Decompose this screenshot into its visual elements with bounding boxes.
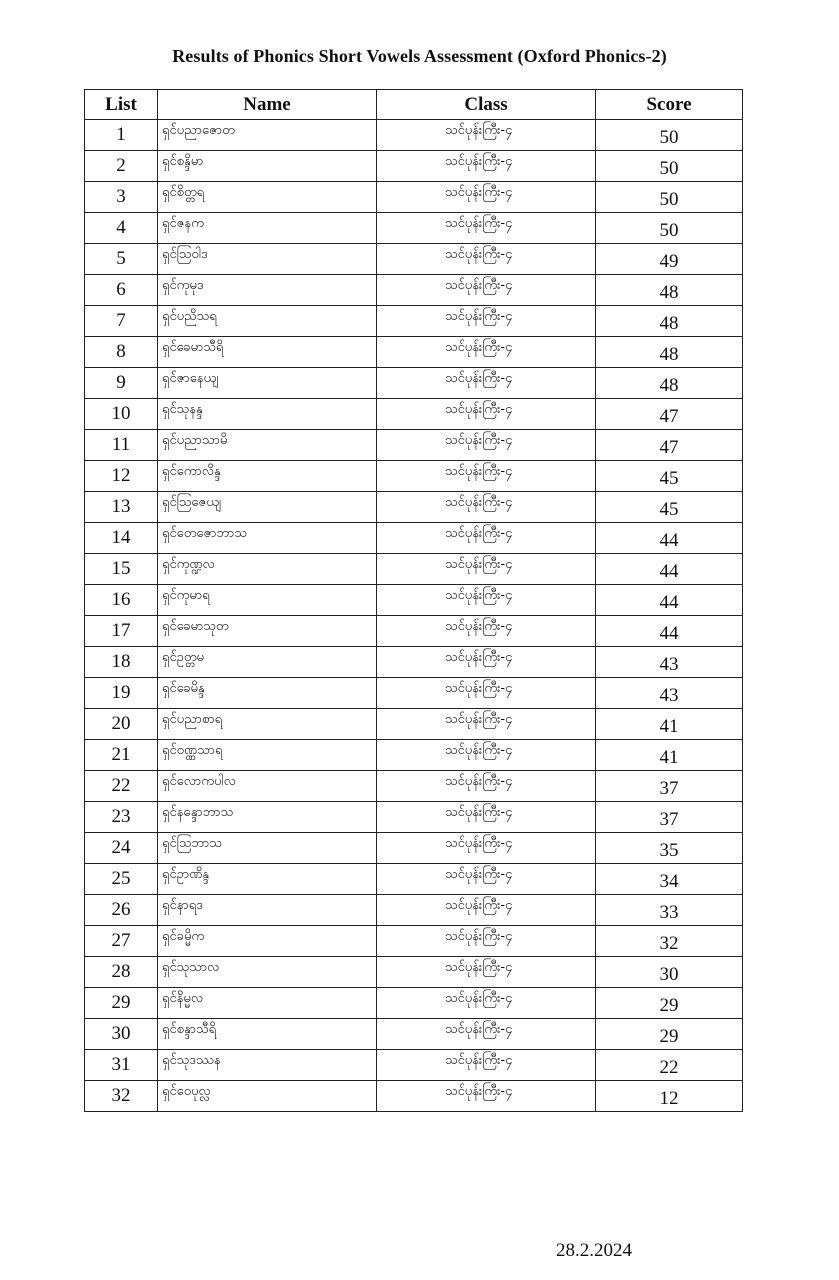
table-header-row [85, 90, 743, 120]
table-row [85, 244, 743, 275]
score-cell: 43 [596, 678, 743, 709]
table-row [85, 802, 743, 833]
list-number-cell: 1 [85, 120, 158, 151]
list-number-cell: 23 [85, 802, 158, 833]
class-cell: သင်ပုန်းကြီး-၄ [377, 740, 596, 771]
list-number-cell: 4 [85, 213, 158, 244]
column-header-class: Class [377, 90, 596, 120]
class-cell: သင်ပုန်းကြီး-၄ [377, 895, 596, 926]
name-cell: ရှင်သုဒဿန [158, 1050, 377, 1081]
list-number-cell: 5 [85, 244, 158, 275]
class-cell: သင်ပုန်းကြီး-၄ [377, 926, 596, 957]
list-number-cell: 21 [85, 740, 158, 771]
list-number-cell: 2 [85, 151, 158, 182]
name-cell: ရှင်ကောလိန္ဒ [158, 461, 377, 492]
table-row [85, 120, 743, 151]
name-cell: ရှင်ပညာစာရ [158, 709, 377, 740]
score-cell: 45 [596, 461, 743, 492]
table-row [85, 1081, 743, 1112]
table-row [85, 337, 743, 368]
class-cell: သင်ပုန်းကြီး-၄ [377, 306, 596, 337]
score-cell: 43 [596, 647, 743, 678]
score-cell: 48 [596, 368, 743, 399]
score-cell: 44 [596, 585, 743, 616]
name-cell: ရှင်စန္ဒိမာ [158, 151, 377, 182]
class-cell: သင်ပုန်းကြီး-၄ [377, 864, 596, 895]
class-cell: သင်ပုန်းကြီး-၄ [377, 833, 596, 864]
name-cell: ရှင်နိမ္မလ [158, 988, 377, 1019]
list-number-cell: 26 [85, 895, 158, 926]
score-cell: 33 [596, 895, 743, 926]
list-number-cell: 28 [85, 957, 158, 988]
document-date: 28.2.2024 [556, 1240, 632, 1261]
name-cell: ရှင်ဥာဏိန္ဒ [158, 864, 377, 895]
name-cell: ရှင်ဝေပုလ္လ [158, 1081, 377, 1112]
score-cell: 41 [596, 709, 743, 740]
list-number-cell: 31 [85, 1050, 158, 1081]
name-cell: ရှင်ခမ္မိက [158, 926, 377, 957]
column-header-list: List [85, 90, 158, 120]
list-number-cell: 10 [85, 399, 158, 430]
score-cell: 50 [596, 120, 743, 151]
list-number-cell: 11 [85, 430, 158, 461]
table-row [85, 740, 743, 771]
score-cell: 34 [596, 864, 743, 895]
class-cell: သင်ပုန်းကြီး-၄ [377, 492, 596, 523]
name-cell: ရှင်ပညာသာမိ [158, 430, 377, 461]
table-row [85, 430, 743, 461]
table-row [85, 523, 743, 554]
table-row [85, 988, 743, 1019]
list-number-cell: 9 [85, 368, 158, 399]
table-row [85, 182, 743, 213]
list-number-cell: 17 [85, 616, 158, 647]
table-row [85, 616, 743, 647]
score-cell: 30 [596, 957, 743, 988]
list-number-cell: 20 [85, 709, 158, 740]
score-cell: 12 [596, 1081, 743, 1112]
list-number-cell: 3 [85, 182, 158, 213]
class-cell: သင်ပုန်းကြီး-၄ [377, 554, 596, 585]
list-number-cell: 12 [85, 461, 158, 492]
name-cell: ရှင်လောကပါလ [158, 771, 377, 802]
class-cell: သင်ပုန်းကြီး-၄ [377, 337, 596, 368]
score-cell: 45 [596, 492, 743, 523]
score-cell: 29 [596, 1019, 743, 1050]
name-cell: ရှင်နာရဒ [158, 895, 377, 926]
table-row [85, 709, 743, 740]
name-cell: ရှင်သုနန္ဒ [158, 399, 377, 430]
table-row [85, 833, 743, 864]
class-cell: သင်ပုန်းကြီး-၄ [377, 988, 596, 1019]
class-cell: သင်ပုန်းကြီး-၄ [377, 368, 596, 399]
list-number-cell: 32 [85, 1081, 158, 1112]
table-row [85, 461, 743, 492]
list-number-cell: 8 [85, 337, 158, 368]
name-cell: ရှင်ခေမာသီရိ [158, 337, 377, 368]
score-cell: 41 [596, 740, 743, 771]
list-number-cell: 30 [85, 1019, 158, 1050]
class-cell: သင်ပုန်းကြီး-၄ [377, 461, 596, 492]
list-number-cell: 27 [85, 926, 158, 957]
table-row [85, 647, 743, 678]
list-number-cell: 15 [85, 554, 158, 585]
score-cell: 37 [596, 802, 743, 833]
class-cell: သင်ပုန်းကြီး-၄ [377, 802, 596, 833]
list-number-cell: 13 [85, 492, 158, 523]
list-number-cell: 14 [85, 523, 158, 554]
score-cell: 44 [596, 523, 743, 554]
class-cell: သင်ပုန်းကြီး-၄ [377, 957, 596, 988]
list-number-cell: 29 [85, 988, 158, 1019]
class-cell: သင်ပုန်းကြီး-၄ [377, 399, 596, 430]
score-cell: 37 [596, 771, 743, 802]
class-cell: သင်ပုန်းကြီး-၄ [377, 275, 596, 306]
score-cell: 32 [596, 926, 743, 957]
class-cell: သင်ပုန်းကြီး-၄ [377, 647, 596, 678]
class-cell: သင်ပုန်းကြီး-၄ [377, 771, 596, 802]
score-cell: 47 [596, 399, 743, 430]
table-row [85, 306, 743, 337]
name-cell: ရှင်ခေမာသုတ [158, 616, 377, 647]
table-row [85, 1019, 743, 1050]
score-cell: 50 [596, 151, 743, 182]
list-number-cell: 22 [85, 771, 158, 802]
class-cell: သင်ပုန်းကြီး-၄ [377, 1081, 596, 1112]
class-cell: သင်ပုန်းကြီး-၄ [377, 1050, 596, 1081]
name-cell: ရှင်ဩဘာသ [158, 833, 377, 864]
list-number-cell: 6 [85, 275, 158, 306]
score-cell: 35 [596, 833, 743, 864]
score-cell: 22 [596, 1050, 743, 1081]
score-cell: 47 [596, 430, 743, 461]
score-cell: 48 [596, 275, 743, 306]
table-row [85, 492, 743, 523]
class-cell: သင်ပုန်းကြီး-၄ [377, 709, 596, 740]
name-cell: ရှင်နန္ဒောဘာသ [158, 802, 377, 833]
table-row [85, 585, 743, 616]
score-cell: 48 [596, 337, 743, 368]
name-cell: ရှင်ဩဝါဒ [158, 244, 377, 275]
name-cell: ရှင်ဝဏ္ဏသာရ [158, 740, 377, 771]
list-number-cell: 24 [85, 833, 158, 864]
name-cell: ရှင်သုသာလ [158, 957, 377, 988]
score-cell: 44 [596, 616, 743, 647]
class-cell: သင်ပုန်းကြီး-၄ [377, 213, 596, 244]
table-row [85, 275, 743, 306]
name-cell: ရှင်စိတ္တရ [158, 182, 377, 213]
class-cell: သင်ပုန်းကြီး-၄ [377, 678, 596, 709]
name-cell: ရှင်ခေမိန္ဒ [158, 678, 377, 709]
list-number-cell: 18 [85, 647, 158, 678]
table-body [85, 120, 743, 1112]
score-cell: 50 [596, 182, 743, 213]
class-cell: သင်ပုန်းကြီး-၄ [377, 120, 596, 151]
column-header-score: Score [596, 90, 743, 120]
name-cell: ရှင်ကုမုဒ [158, 275, 377, 306]
name-cell: ရှင်ဩဇေယျ [158, 492, 377, 523]
table-row [85, 213, 743, 244]
table-row [85, 771, 743, 802]
class-cell: သင်ပုန်းကြီး-၄ [377, 151, 596, 182]
name-cell: ရှင်ဇာနေယျ [158, 368, 377, 399]
class-cell: သင်ပုန်းကြီး-၄ [377, 430, 596, 461]
class-cell: သင်ပုန်းကြီး-၄ [377, 244, 596, 275]
table-row [85, 368, 743, 399]
table-row [85, 399, 743, 430]
list-number-cell: 7 [85, 306, 158, 337]
results-table [84, 89, 743, 1112]
table-row [85, 864, 743, 895]
score-cell: 44 [596, 554, 743, 585]
class-cell: သင်ပုန်းကြီး-၄ [377, 182, 596, 213]
name-cell: ရှင်ပညာဇောတ [158, 120, 377, 151]
score-cell: 49 [596, 244, 743, 275]
table-row [85, 1050, 743, 1081]
table-row [85, 926, 743, 957]
table-row [85, 678, 743, 709]
score-cell: 29 [596, 988, 743, 1019]
class-cell: သင်ပုန်းကြီး-၄ [377, 1019, 596, 1050]
table-row [85, 151, 743, 182]
name-cell: ရှင်တေဇောဘာသ [158, 523, 377, 554]
name-cell: ရှင်ဇနက [158, 213, 377, 244]
name-cell: ရှင်စန္ဒာသီရိ [158, 1019, 377, 1050]
score-cell: 50 [596, 213, 743, 244]
class-cell: သင်ပုန်းကြီး-၄ [377, 523, 596, 554]
name-cell: ရှင်ကုဏ္ဍလ [158, 554, 377, 585]
name-cell: ရှင်ဥတ္တမ [158, 647, 377, 678]
class-cell: သင်ပုန်းကြီး-၄ [377, 616, 596, 647]
column-header-name: Name [158, 90, 377, 120]
list-number-cell: 19 [85, 678, 158, 709]
document-title: Results of Phonics Short Vowels Assessment (Oxford Phonics-2) [172, 46, 667, 66]
table-row [85, 554, 743, 585]
table-row [85, 957, 743, 988]
table-row [85, 895, 743, 926]
score-cell: 48 [596, 306, 743, 337]
class-cell: သင်ပုန်းကြီး-၄ [377, 585, 596, 616]
name-cell: ရှင်ပညိသရ [158, 306, 377, 337]
list-number-cell: 16 [85, 585, 158, 616]
name-cell: ရှင်ကုမာရ [158, 585, 377, 616]
list-number-cell: 25 [85, 864, 158, 895]
